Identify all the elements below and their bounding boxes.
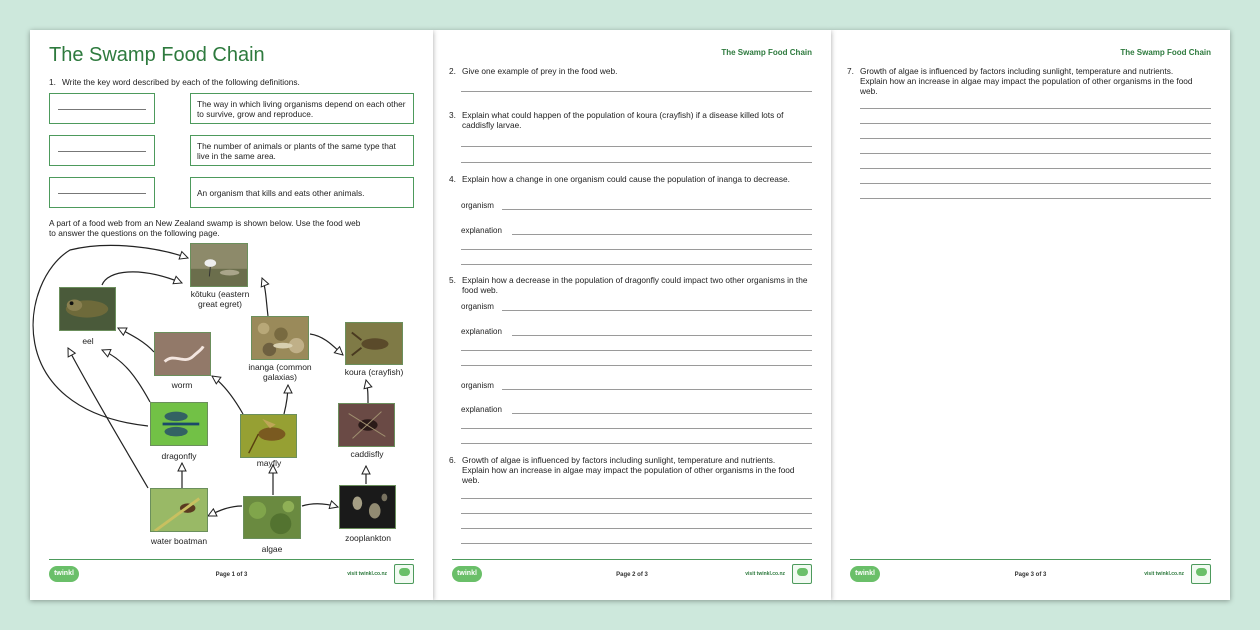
question-text: Write the key word described by each of the following definitions. xyxy=(62,77,300,87)
question-5 xyxy=(449,275,814,295)
dragonfly-photo xyxy=(150,402,208,446)
footer-divider xyxy=(452,559,812,560)
water-boatman-photo xyxy=(150,488,208,532)
answer-line[interactable] xyxy=(860,138,1211,139)
answer-line[interactable] xyxy=(461,428,812,429)
worm-photo xyxy=(154,332,211,376)
dragonfly-label: dragonfly xyxy=(161,451,197,461)
arrow-dragonfly-to-eel xyxy=(102,350,150,402)
arrow-inanga-to-kotuku xyxy=(262,278,268,316)
answer-line[interactable] xyxy=(461,91,812,92)
footer-divider xyxy=(850,559,1211,560)
question-6 xyxy=(449,455,804,485)
question-number: 7. xyxy=(847,66,854,76)
page-number: Page 2 of 3 xyxy=(616,572,648,578)
question-number: 5. xyxy=(449,275,456,285)
definition-text: The way in which living organisms depend on each other to survive, grow and reproduce. xyxy=(197,98,406,119)
question-text: Explain how a decrease in the population of dragonfly could impact two other organisms in the food web. xyxy=(462,275,808,295)
answer-line[interactable] xyxy=(860,153,1211,154)
answer-line[interactable] xyxy=(860,168,1211,169)
explanation-label: explanation xyxy=(461,405,502,414)
footer-divider xyxy=(49,559,414,560)
answer-line[interactable] xyxy=(860,108,1211,109)
page-header-title: The Swamp Food Chain xyxy=(721,48,812,57)
explanation-label: explanation xyxy=(461,327,502,336)
page-title: The Swamp Food Chain xyxy=(49,44,265,66)
eel-photo xyxy=(59,287,116,331)
kotuku-label: kōtuku (eastern great egret) xyxy=(190,289,250,309)
explanation-label: explanation xyxy=(461,226,502,235)
kotuku-photo xyxy=(190,243,248,287)
worksheet-page-3 xyxy=(831,30,1230,600)
koura-photo xyxy=(345,322,403,365)
inanga-photo xyxy=(251,316,309,360)
question-text: Growth of algae is influenced by factors including sunlight, temperature and nutrients. Explain how an increase in algae may impact the population of other organisms in the food web. xyxy=(860,66,1193,96)
organism-label: organism xyxy=(461,381,494,390)
arrow-algae-to-zooplankton xyxy=(302,504,338,507)
curriculum-badge-icon xyxy=(1191,564,1211,584)
answer-line[interactable] xyxy=(461,350,812,351)
koura-label: koura (crayfish) xyxy=(344,367,404,377)
question-text: Give one example of prey in the food web. xyxy=(462,66,618,76)
page-header-title: The Swamp Food Chain xyxy=(1120,48,1211,57)
arrow-inanga-to-koura xyxy=(310,334,343,355)
explanation-answer-line[interactable] xyxy=(512,413,812,414)
zooplankton-photo xyxy=(339,485,396,529)
worksheet-page-2 xyxy=(433,30,831,600)
answer-line[interactable] xyxy=(860,183,1211,184)
question-2 xyxy=(449,66,809,76)
caddisfly-label: caddisfly xyxy=(350,449,384,459)
twinkl-logo: twinkl xyxy=(452,566,482,582)
worksheet-page-1 xyxy=(30,30,433,600)
question-text: Explain what could happen of the population of koura (crayfish) if a disease killed lots of caddisfly larvae. xyxy=(462,110,784,130)
question-text: Growth of algae is influenced by factors including sunlight, temperature and nutrients. Explain how an increase in algae may impact the population of other organisms in the food web. xyxy=(462,455,795,485)
answer-line[interactable] xyxy=(461,443,812,444)
visit-link: visit twinkl.co.nz xyxy=(347,571,387,577)
explanation-answer-line[interactable] xyxy=(512,335,812,336)
twinkl-logo: twinkl xyxy=(850,566,880,582)
explanation-answer-line[interactable] xyxy=(512,234,812,235)
mayfly-photo xyxy=(240,414,297,458)
arrow-eel-to-kotuku xyxy=(102,272,182,285)
question-4 xyxy=(449,174,804,184)
question-number: 4. xyxy=(449,174,456,184)
definition-text: The number of animals or plants of the same type that live in the same area. xyxy=(197,140,396,161)
worm-label: worm xyxy=(171,380,193,390)
arrow-worm-to-eel xyxy=(118,328,154,352)
answer-line[interactable] xyxy=(461,543,812,544)
visit-link: visit twinkl.co.nz xyxy=(1144,571,1184,577)
page-number: Page 1 of 3 xyxy=(215,572,248,578)
organism-answer-line[interactable] xyxy=(502,310,812,311)
mayfly-label: mayfly xyxy=(256,458,282,468)
answer-line[interactable] xyxy=(461,146,812,147)
arrow-mayfly-to-inanga xyxy=(284,385,288,414)
question-3 xyxy=(449,110,814,130)
organism-label: organism xyxy=(461,201,494,210)
curriculum-badge-icon xyxy=(394,564,414,584)
arrow-caddisfly-to-koura xyxy=(366,380,368,403)
answer-line[interactable] xyxy=(461,365,812,366)
organism-label: organism xyxy=(461,302,494,311)
zooplankton-label: zooplankton xyxy=(345,533,391,543)
question-number: 6. xyxy=(449,455,456,465)
question-7 xyxy=(847,66,1202,96)
caddisfly-photo xyxy=(338,403,395,447)
algae-label: algae xyxy=(261,544,283,554)
algae-photo xyxy=(243,496,301,539)
answer-line[interactable] xyxy=(461,498,812,499)
intro-text: A part of a food web from an New Zealand swamp is shown below. Use the food web to answer the questions on the following page. xyxy=(49,218,361,238)
answer-line[interactable] xyxy=(461,249,812,250)
question-number: 2. xyxy=(449,66,456,76)
inanga-label: inanga (common galaxias) xyxy=(248,362,312,382)
organism-answer-line[interactable] xyxy=(502,389,812,390)
question-text: Explain how a change in one organism could cause the population of inanga to decrease. xyxy=(462,174,790,184)
page-number: Page 3 of 3 xyxy=(1014,572,1047,578)
visit-link: visit twinkl.co.nz xyxy=(745,571,785,577)
question-number: 1. xyxy=(49,77,56,87)
water-boatman-label: water boatman xyxy=(150,536,208,546)
answer-line[interactable] xyxy=(461,162,812,163)
organism-answer-line[interactable] xyxy=(502,209,812,210)
question-number: 3. xyxy=(449,110,456,120)
arrow-algae-to-waterboatman xyxy=(208,506,242,516)
definition-text: An organism that kills and eats other animals. xyxy=(197,187,365,198)
answer-line[interactable] xyxy=(461,513,812,514)
curriculum-badge-icon xyxy=(792,564,812,584)
answer-line[interactable] xyxy=(461,528,812,529)
twinkl-logo: twinkl xyxy=(49,566,79,582)
eel-label: eel xyxy=(82,336,94,346)
answer-line[interactable] xyxy=(860,198,1211,199)
answer-line[interactable] xyxy=(461,264,812,265)
answer-line[interactable] xyxy=(860,123,1211,124)
